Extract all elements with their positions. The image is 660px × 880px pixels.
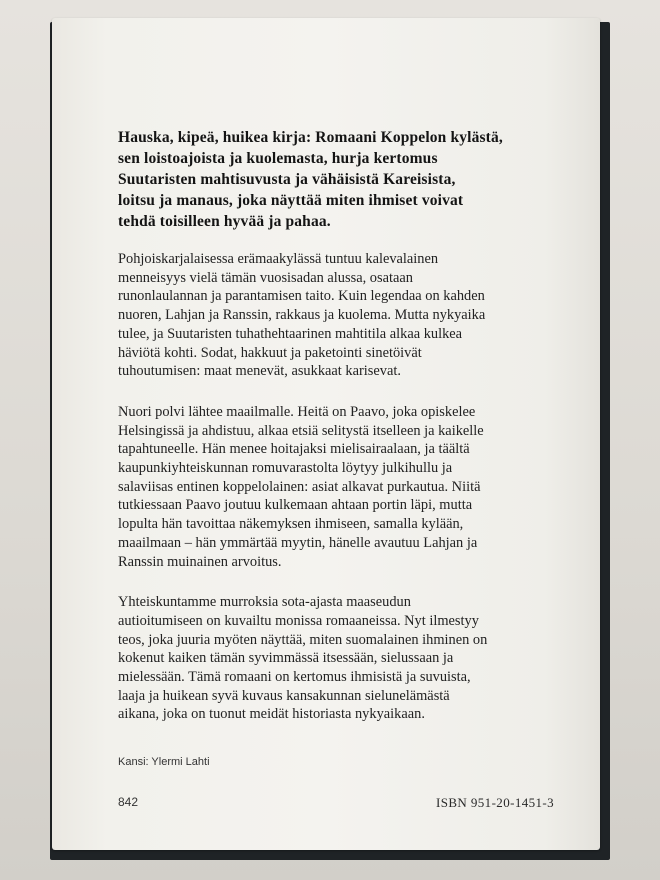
blurb-paragraph-3: Yhteiskuntamme murroksia sota-ajasta maaseudun autioitumiseen on kuvailtu monissa romaaneissa. Nyt ilmestyy teos, joka juuria myöten näyttää, miten suomalainen ihminen on kokenut kaiken tämän syvimmässä itsessään, sielussaan ja mielessään. Tämä romaani on kertomus ihmisistä ja suvuista, laaja ja huikean syvä kuvaus kansakunnan sielunelämästä aikana, joka on tuonut meidät historiasta nykyaikaan.	[118, 594, 488, 723]
catalog-code: 842	[118, 795, 139, 809]
blurb-text-block	[118, 127, 598, 746]
blurb-paragraph-2: Nuori polvi lähtee maailmalle. Heitä on Paavo, joka opiskelee Helsingissä ja ahdistuu, alkaa etsiä selitystä itselleen ja kaikelle tapahtuneelle. Hän menee hoitajaksi mielisairaalaan, ja täältä kaupunkiyhteiskunnan romuvarastolta löytyy julkihullu ja salaviisas entinen koppelolainen: asiat alkavat purkautua. Niitä tutkiessaan Paavo joutuu kulkemaan ahtaan portin läpi, mutta lopulta hän tavoittaa näkemyksen ihmiseen, samalla kylään, maailmaan – hän ymmärtää myytin, hänelle avautuu Lahjan ja Ranssin muinainen arvoitus.	[118, 403, 484, 570]
blurb-lead: Hauska, kipeä, huikea kirja: Romaani Koppelon kylästä, sen loistoajoista ja kuolemasta, hurja kertomus Suutaristen mahtisuvusta ja vähäisistä Kareisista, loitsu ja manaus, joka näyttää miten ihmiset voivat tehdä toisilleen hyvää ja pahaa.	[118, 129, 503, 230]
cover-credit: Kansi: Ylermi Lahti	[118, 756, 210, 768]
blurb-paragraph-1: Pohjoiskarjalaisessa erämaakylässä tuntuu kalevalainen menneisyys vielä tämän vuosisadan alussa, osataan runonlaulannan ja parantamisen taito. Kuin legendaa on kahden nuoren, Lahjan ja Ranssin, rakkaus ja kuolema. Mutta nykyaika tulee, ja Suutaristen tuhathehtaarinen mahtitila alkaa kulkea häviötä kohti. Sodat, hakkuut ja paketointi sinetöivät tuhoutumisen: maat menevät, asukkaat karisevat.	[118, 251, 486, 380]
isbn-number: ISBN 951-20-1451-3	[436, 795, 555, 810]
